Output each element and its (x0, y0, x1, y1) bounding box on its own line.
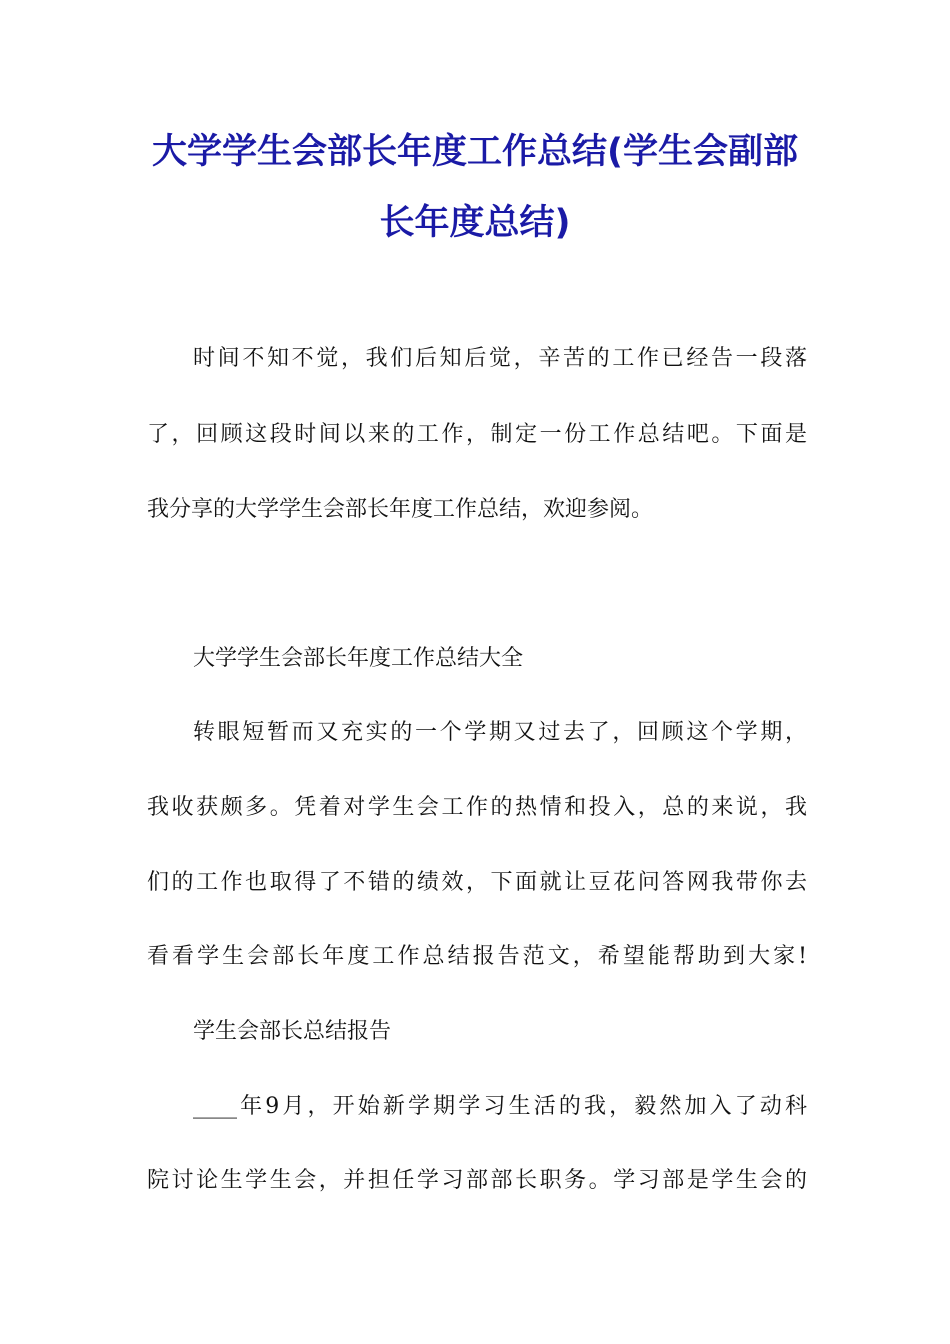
intro-line-3: 我分享的大学学生会部长年度工作总结，欢迎参阅。 (147, 497, 654, 522)
document-title-line-1: 大学学生会部长年度工作总结(学生会副部 (152, 132, 798, 172)
intro-line-1: 时间不知不觉，我们后知后觉，辛苦的工作已经告一段落 (193, 346, 807, 371)
intro-line-2: 了，回顾这段时间以来的工作，制定一份工作总结吧。下面是 (147, 422, 807, 447)
paragraph-line-4: 看看学生会部长年度工作总结报告范文，希望能帮助到大家! (147, 944, 807, 969)
paragraph2-line-2: 院讨论生学生会，并担任学习部部长职务。学习部是学生会的 (147, 1168, 807, 1193)
subheading: 学生会部长总结报告 (193, 1019, 392, 1044)
paragraph-line-1: 转眼短暂而又充实的一个学期又过去了，回顾这个学期， (193, 720, 807, 745)
section-heading: 大学学生会部长年度工作总结大全 (193, 646, 524, 671)
paragraph-line-2: 我收获颇多。凭着对学生会工作的热情和投入，总的来说，我 (147, 795, 807, 820)
paragraph2-line-1: ____年9月，开始新学期学习生活的我，毅然加入了动科 (193, 1094, 807, 1119)
paragraph-line-3: 们的工作也取得了不错的绩效，下面就让豆花问答网我带你去 (147, 870, 807, 895)
document-title-line-2: 长年度总结) (379, 203, 571, 243)
